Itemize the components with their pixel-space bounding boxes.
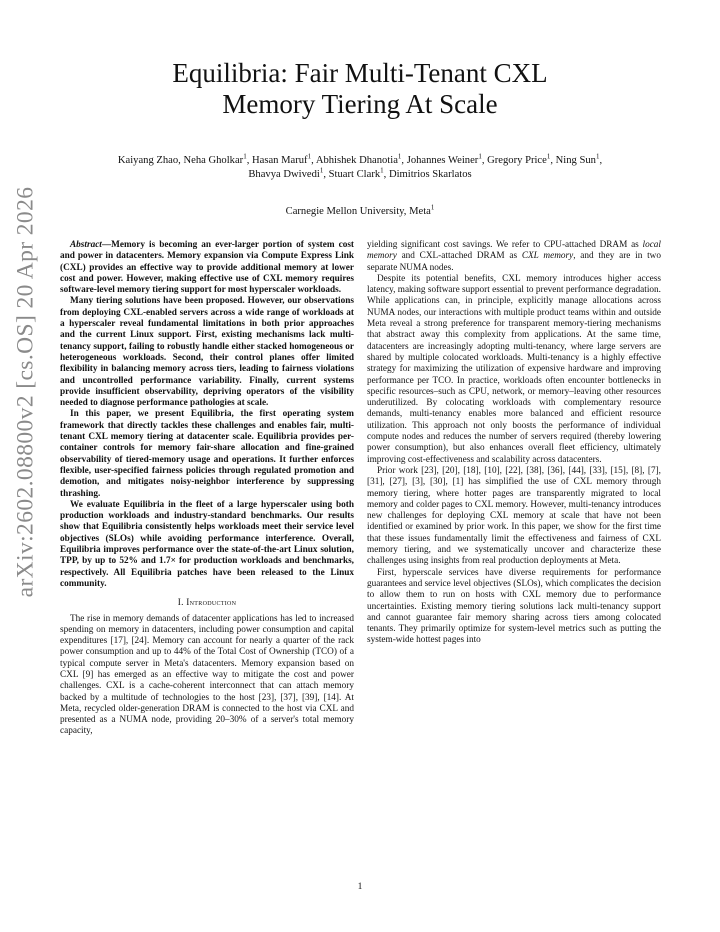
term-cxl-memory: CXL memory <box>521 251 574 262</box>
intro-paragraph-2 <box>367 240 661 274</box>
author-name: Bhavya Dwivedi <box>248 169 320 180</box>
author-affiliation-mark: 1 <box>478 152 482 161</box>
title-line-2: Memory Tiering At Scale <box>222 89 498 119</box>
author-separator: , <box>311 155 316 166</box>
author-name: Dimitrios Skarlatos <box>388 169 472 180</box>
author-affiliation-mark: 1 <box>319 166 324 175</box>
author-separator: , <box>323 169 329 180</box>
intro-paragraph-5: First, hyperscale services have diverse requirements for performance guarantees and service level objectives (SLOs), which complicates the decision to allow them to run on hosts with CXL memory due to performance uncertainties. Existing memory tiering solutions lack multi-tenancy support and cannot guarantee fair memory sharing across tiers among colocated tenants. They primarily optimize for system-level metrics such as putting the system-wide hottest pages into <box>367 567 661 646</box>
title-line-1: Equilibria: Fair Multi-Tenant CXL <box>172 58 548 88</box>
author-separator: , <box>401 155 407 166</box>
author-affiliation-mark: 1 <box>243 152 247 161</box>
intro-paragraph-1: The rise in memory demands of datacenter applications has led to increased spending on memory in datacenters, including power consumption and capital expenditures [17], [24]. Memory can account for nearly a quarter of the rack power consumption and up to 44% of the Total Cost of Ownership (TCO) of a typical compute server in Meta's datacenters. Memory expansion based on CXL [9] has emerged as an effective way to mitigate the cost and power challenges. CXL is a cache-coherent interconnect that can attach memory backed by a multitude of technologies to the host [23], [37], [39], [14]. At Meta, recycled older-generation DRAM is connected to the host via CXL and presented as a NUMA node, providing 20–30% of a server's total memory capacity, <box>60 613 354 737</box>
author-affiliation-mark: 1 <box>595 152 600 161</box>
affiliation-text: Carnegie Mellon University, Meta <box>285 206 431 217</box>
author-name: Hasan Maruf <box>251 155 308 166</box>
author-separator: , <box>550 155 556 166</box>
section-heading-introduction: I. Introduction <box>177 598 237 609</box>
arxiv-stamp-text: arXiv:2602.08800v2 [cs.OS] 20 Apr 2026 <box>12 186 39 598</box>
author-affiliation-mark: 1 <box>307 152 312 161</box>
author-separator: , <box>599 155 603 166</box>
left-column <box>60 240 354 738</box>
author-name: Neha Gholkar <box>183 155 244 166</box>
abstract-paragraph-4: We evaluate Equilibria in the fleet of a large hyperscaler using both production workloads and industry-standard benchmarks. Our results show that Equilibria consistently helps workloads meet their service level objectives (SLOs) while avoiding performance interference. Overall, Equilibria improves performance over the state-of-the-art Linux solution, TPP, by up to 52% and 1.7× for production workloads and benchmarks, respectively. All Equilibria patches have been released to the Linux community. <box>60 499 354 589</box>
author-name: Abhishek Dhanotia <box>315 155 398 166</box>
author-name: Ning Sun <box>555 155 596 166</box>
author-name: Kaiyang Zhao <box>117 155 179 166</box>
abstract-label: Abstract <box>70 240 102 250</box>
affiliation <box>120 205 600 219</box>
author-name: Stuart Clark <box>328 169 381 180</box>
term-local-memory: local memory <box>367 240 661 262</box>
author-name: Johannes Weiner <box>406 155 479 166</box>
intro-paragraph-3: Despite its potential benefits, CXL memory introduces higher access latency, making software support essential to prevent performance degradation. While applications can, in principle, explicitly manage allocations across NUMA nodes, our interactions with multiple product teams within and outside Meta reveal a strong preference for transparent memory-tiering mechanisms that abstract away this complexity from applications. At the same time, datacenters are increasingly adopting multi-tenancy, where large servers are shared by multiple colocated workloads. Multi-tenancy is a highly effective strategy for maximizing the utilization of expensive hardware and improving performance per TCO. In practice, workloads often encounter bottlenecks in specific resources–such as CPU, network, or memory–leaving other resources underutilized. By colocating workloads with complementary resource demands, multi-tenancy enables more balanced and efficient resource utilization. This approach not only boosts the performance of individual compute nodes and reduces the number of servers required (thereby lowering power consumption), but also enhances overall fleet efficiency, ultimately improving cost-effectiveness and scalability across datacenters. <box>367 273 661 465</box>
right-column <box>367 240 661 647</box>
author-name: Gregory Price <box>487 155 547 166</box>
intro-paragraph-4: Prior work [23], [20], [18], [10], [22], [38], [36], [44], [33], [15], [8], [7], [31], [27], [3], [30], [1] has simplified the use of CXL memory through memory tiering, where hotter pages are transparently migrated to local memory and colder pages to CXL memory. However, multi-tenancy introduces new challenges for deploying CXL memory at scale that have not been identified or examined by prior work. In this paper, we show for the first time that these issues fundamentally limit the effectiveness and fairness of CXL memory tiering, and we systematically uncover and characterize these challenges using insights from real production deployments at Meta. <box>367 465 661 567</box>
author-separator: , <box>383 169 389 180</box>
paper-title <box>120 58 600 120</box>
abstract-paragraph-2: Many tiering solutions have been proposed. However, our observations from deploying CXL-enabled servers across a wide range of workloads at a hyperscaler reveal fundamental limitations in both prior approaches and the current Linux support. First, existing mechanisms lack multi-tenancy support, failing to robustly handle either stacked homogeneous or heterogeneous workloads. Second, their control planes offer limited flexibility in balancing memory across tiers, leading to fairness violations and uncontrolled performance variability. Finally, current systems provide insufficient observability, depriving operators of the visibility needed to diagnose performance pathologies at scale. <box>60 296 354 409</box>
abstract <box>60 240 354 590</box>
text-run: , and they are in two separate NUMA nodes. <box>367 251 661 273</box>
text-run: and CXL-attached DRAM as <box>396 251 522 262</box>
author-affiliation-mark: 1 <box>546 152 551 161</box>
affiliation-sup: 1 <box>430 203 435 212</box>
abstract-paragraph-3: In this paper, we present Equilibria, the first operating system framework that directly tackles these challenges and enables fair, multi-tenant CXL memory tiering at datacenter scale. Equilibria provides per-container controls for memory fair-share allocation and fine-grained observability of tiered-memory usage and operations. It further enforces flexible, user-specified fairness policies through regulated promotion and demotion, and mitigates noisy-neighbor interference by suppressing thrashing. <box>60 409 354 499</box>
arxiv-stamp <box>6 112 46 672</box>
text-run: yielding significant cost savings. We refer to CPU-attached DRAM as <box>367 240 643 250</box>
author-separator: , <box>178 155 184 166</box>
page-number: 1 <box>357 882 363 892</box>
abstract-paragraph-1 <box>60 240 354 296</box>
author-affiliation-mark: 1 <box>397 152 402 161</box>
author-list <box>60 154 660 182</box>
author-affiliation-mark: 1 <box>380 166 384 175</box>
author-separator: , <box>246 155 252 166</box>
abstract-text-1: —Memory is becoming an ever-larger portion of system cost and power in datacenters. Memory expansion via Compute Express Link (CXL) provides an effective way to provide additional memory at lower cost and power. However, making effective use of CXL memory requires software-level memory tiering support for most hyperscaler workloads. <box>60 240 354 296</box>
author-separator: , <box>481 155 488 166</box>
